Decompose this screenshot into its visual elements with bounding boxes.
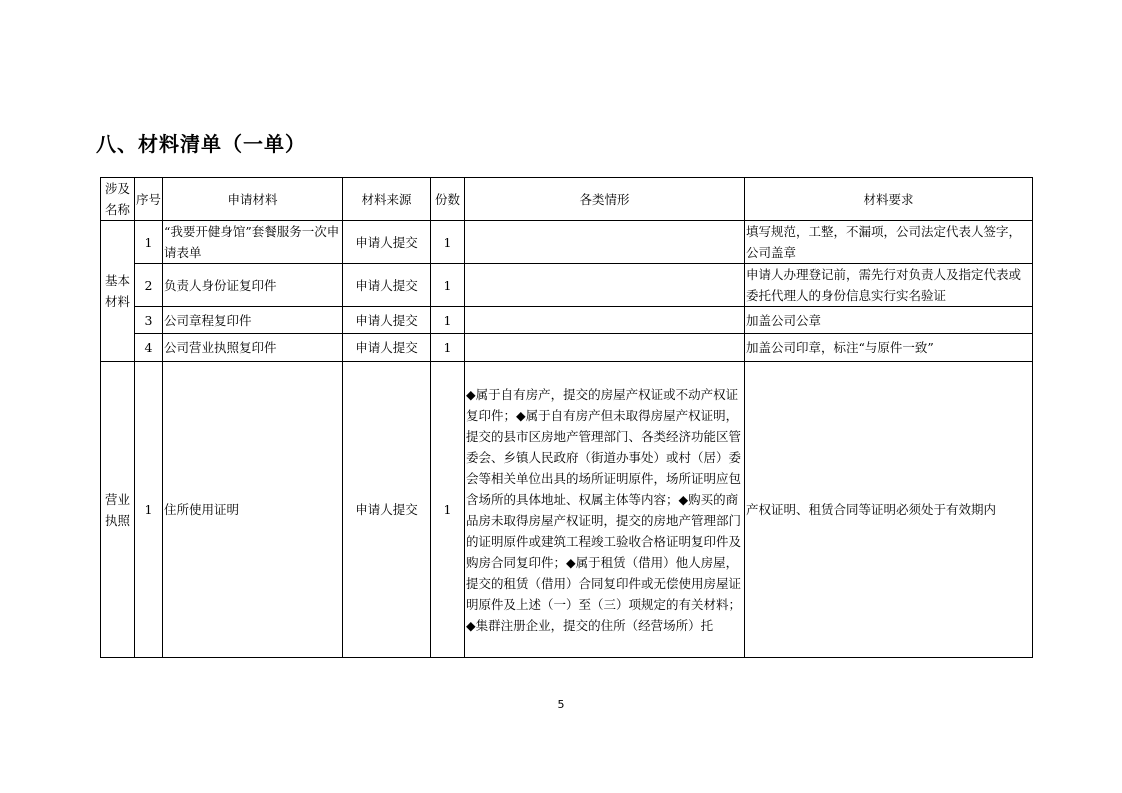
category-cell: 基本材料	[101, 221, 135, 362]
situations-cell	[465, 334, 745, 362]
header-index: 序号	[135, 178, 163, 221]
page-number: 5	[557, 698, 565, 711]
table-row	[101, 264, 1033, 307]
requirements-cell: 加盖公司公章	[745, 307, 1033, 334]
source-cell: 申请人提交	[343, 221, 431, 264]
material-cell: 公司营业执照复印件	[163, 334, 343, 362]
header-copies: 份数	[431, 178, 465, 221]
header-material: 申请材料	[163, 178, 343, 221]
index-cell: 3	[135, 307, 163, 334]
requirements-cell: 申请人办理登记前，需先行对负责人及指定代表或委托代理人的身份信息实行实名验证	[745, 264, 1033, 307]
source-cell: 申请人提交	[343, 307, 431, 334]
material-cell: 负责人身份证复印件	[163, 264, 343, 307]
materials-table	[100, 177, 1033, 658]
requirements-cell: 加盖公司印章，标注“与原件一致”	[745, 334, 1033, 362]
header-requirements: 材料要求	[745, 178, 1033, 221]
source-cell: 申请人提交	[343, 362, 431, 658]
index-cell: 2	[135, 264, 163, 307]
requirements-cell: 产权证明、租赁合同等证明必须处于有效期内	[745, 362, 1033, 658]
situations-cell	[465, 307, 745, 334]
situations-cell: ◆属于自有房产，提交的房屋产权证或不动产权证复印件；◆属于自有房产但未取得房屋产权证明，提交的县市区房地产管理部门、各类经济功能区管委会、乡镇人民政府（街道办事处）或村（居）委会等相关单位出具的场所证明原件，场所证明应包含场所的具体地址、权属主体等内容；◆购买的商品房未取得房屋产权证明，提交的房地产管理部门的证明原件或建筑工程竣工验收合格证明复印件及购房合同复印件；◆属于租赁（借用）他人房屋，提交的租赁（借用）合同复印件或无偿使用房屋证明原件及上述（一）至（三）项规定的有关材料；◆集群注册企业，提交的住所（经营场所）托	[465, 362, 745, 658]
index-cell: 1	[135, 362, 163, 658]
section-heading: 八、材料清单（一单）	[96, 132, 306, 156]
copies-cell: 1	[431, 264, 465, 307]
table-row	[101, 334, 1033, 362]
copies-cell: 1	[431, 362, 465, 658]
source-cell: 申请人提交	[343, 264, 431, 307]
situations-cell	[465, 264, 745, 307]
header-source: 材料来源	[343, 178, 431, 221]
table-row	[101, 221, 1033, 264]
material-cell: 住所使用证明	[163, 362, 343, 658]
category-cell: 营业执照	[101, 362, 135, 658]
source-cell: 申请人提交	[343, 334, 431, 362]
copies-cell: 1	[431, 221, 465, 264]
table-header-row	[101, 178, 1033, 221]
requirements-cell: 填写规范，工整，不漏项，公司法定代表人签字，公司盖章	[745, 221, 1033, 264]
header-situations: 各类情形	[465, 178, 745, 221]
index-cell: 1	[135, 221, 163, 264]
material-cell: “我要开健身馆”套餐服务一次申请表单	[163, 221, 343, 264]
situations-cell	[465, 221, 745, 264]
header-category: 涉及名称	[101, 178, 135, 221]
table-row	[101, 307, 1033, 334]
material-cell: 公司章程复印件	[163, 307, 343, 334]
copies-cell: 1	[431, 307, 465, 334]
index-cell: 4	[135, 334, 163, 362]
table-row	[101, 362, 1033, 658]
copies-cell: 1	[431, 334, 465, 362]
